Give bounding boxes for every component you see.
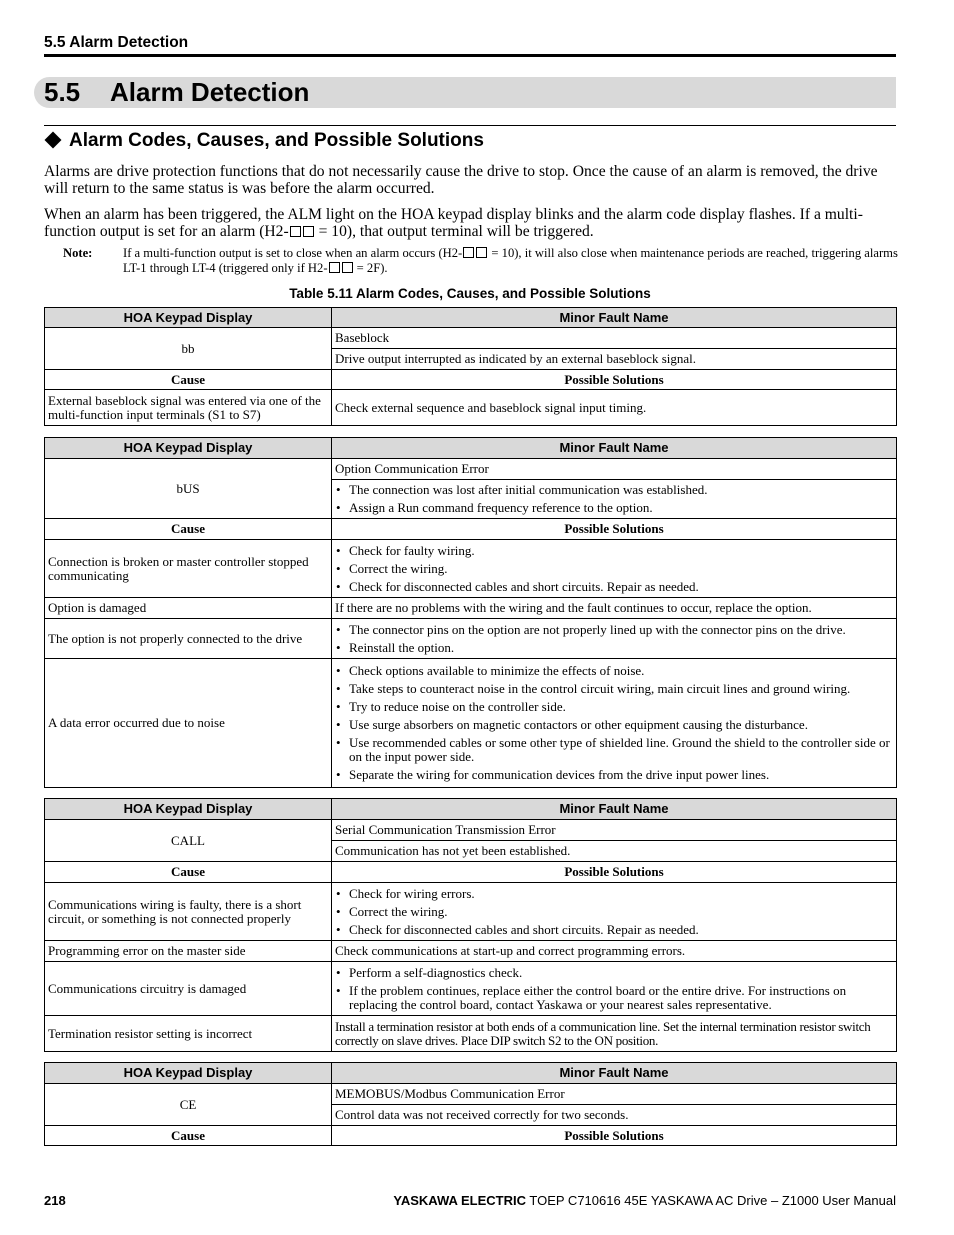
section-rule bbox=[44, 125, 896, 126]
table-row bbox=[45, 390, 897, 426]
list-item: • Perform a self-diagnostics check. bbox=[335, 966, 893, 980]
cause-header: Cause bbox=[45, 519, 332, 540]
placeholder-box-icon bbox=[476, 247, 487, 258]
fault-name-header: Minor Fault Name bbox=[332, 438, 897, 459]
running-header: 5.5 Alarm Detection bbox=[44, 34, 189, 51]
note-text-part1: If a multi-function output is set to close when an alarm occurs (H2- bbox=[123, 246, 463, 260]
alarm-code: CE bbox=[45, 1084, 332, 1126]
solutions-header: Possible Solutions bbox=[332, 862, 897, 883]
note-text-part3: = 2F). bbox=[353, 260, 388, 275]
footer-doc-info bbox=[393, 1193, 896, 1208]
alarm-table-call bbox=[44, 798, 897, 1052]
intro-paragraph: Alarms are drive protection functions that do not necessarily cause the drive to stop. Once the cause of an alarm is removed, the drive will return to the same status is was before the alarm occurred. bbox=[44, 163, 878, 197]
table-row bbox=[45, 820, 897, 841]
solutions-header: Possible Solutions bbox=[332, 370, 897, 390]
cause-header: Cause bbox=[45, 862, 332, 883]
subsection-heading bbox=[44, 129, 484, 153]
note-text bbox=[123, 246, 899, 275]
alarm-paragraph-part2: = 10), that output terminal will be triggered. bbox=[314, 223, 594, 240]
solution-cell bbox=[332, 962, 897, 1016]
hoa-display-header: HOA Keypad Display bbox=[45, 799, 332, 820]
placeholder-box-icon bbox=[463, 247, 474, 258]
cause-header-row bbox=[45, 862, 897, 883]
table-row bbox=[45, 598, 897, 619]
list-item: • Reinstall the option. bbox=[335, 641, 893, 655]
cause-header: Cause bbox=[45, 1126, 332, 1146]
list-item: • Use surge absorbers on magnetic contactors or other equipment causing the disturbance. bbox=[335, 718, 893, 732]
solutions-header: Possible Solutions bbox=[332, 1126, 897, 1146]
list-item: • The connection was lost after initial communication was established. bbox=[335, 483, 893, 497]
cause-cell: Option is damaged bbox=[45, 598, 332, 619]
table-row bbox=[45, 883, 897, 941]
solution-cell bbox=[332, 659, 897, 788]
cause-cell: A data error occurred due to noise bbox=[45, 659, 332, 788]
list-item: • Check for disconnected cables and short circuits. Repair as needed. bbox=[335, 580, 893, 594]
section-title-text: Alarm Detection bbox=[110, 77, 310, 107]
table-row bbox=[45, 659, 897, 788]
cause-header-row bbox=[45, 1126, 897, 1146]
list-item: • Assign a Run command frequency reference to the option. bbox=[335, 501, 893, 515]
table-caption: Table 5.11 Alarm Codes, Causes, and Possible Solutions bbox=[289, 286, 651, 301]
section-number: 5.5 bbox=[44, 77, 81, 107]
fault-description: Control data was not received correctly for two seconds. bbox=[332, 1105, 897, 1126]
cause-cell: Programming error on the master side bbox=[45, 941, 332, 962]
list-item: • Check for disconnected cables and short circuits. Repair as needed. bbox=[335, 923, 893, 937]
placeholder-box-icon bbox=[329, 262, 340, 273]
solution-cell: Check external sequence and baseblock signal input timing. bbox=[332, 390, 897, 426]
footer-doc-title: TOEP C710616 45E YASKAWA AC Drive – Z1000 User Manual bbox=[526, 1193, 896, 1208]
solution-cell bbox=[332, 540, 897, 598]
cause-cell: Connection is broken or master controller stopped communicating bbox=[45, 540, 332, 598]
cause-cell: Communications wiring is faulty, there is a short circuit, or something is not connected properly bbox=[45, 883, 332, 941]
cause-cell: The option is not properly connected to the drive bbox=[45, 619, 332, 659]
solution-cell bbox=[332, 619, 897, 659]
table-header-row bbox=[45, 799, 897, 820]
list-item: • Separate the wiring for communication devices from the drive input power lines. bbox=[335, 768, 893, 782]
fault-name: MEMOBUS/Modbus Communication Error bbox=[332, 1084, 897, 1105]
alarm-paragraph bbox=[44, 206, 900, 240]
note-text-part2: = 10), it will also close when maintenance periods are reached, triggering alarms LT-1 through LT-4 (triggered only if H2- bbox=[123, 246, 898, 275]
solution-cell: If there are no problems with the wiring and the fault continues to occur, replace the option. bbox=[332, 598, 897, 619]
placeholder-box-icon bbox=[290, 226, 301, 237]
solutions-header: Possible Solutions bbox=[332, 519, 897, 540]
fault-name: Baseblock bbox=[332, 328, 897, 349]
footer-brand: YASKAWA ELECTRIC bbox=[393, 1193, 527, 1208]
hoa-display-header: HOA Keypad Display bbox=[45, 1063, 332, 1084]
table-row bbox=[45, 540, 897, 598]
table-row bbox=[45, 459, 897, 480]
cause-header-row bbox=[45, 519, 897, 540]
fault-name-header: Minor Fault Name bbox=[332, 308, 897, 328]
fault-name-header: Minor Fault Name bbox=[332, 799, 897, 820]
table-row bbox=[45, 619, 897, 659]
table-row bbox=[45, 1084, 897, 1105]
fault-name: Option Communication Error bbox=[332, 459, 897, 480]
alarm-table-bus bbox=[44, 437, 897, 788]
cause-cell: Communications circuitry is damaged bbox=[45, 962, 332, 1016]
table-row bbox=[45, 941, 897, 962]
list-item: • If the problem continues, replace either the control board or the entire drive. For instructions on replacing the control board, contact Yaskawa or your nearest sales representative. bbox=[335, 984, 893, 1012]
table-row bbox=[45, 328, 897, 349]
fault-description bbox=[332, 480, 897, 519]
fault-description: Communication has not yet been established. bbox=[332, 841, 897, 862]
alarm-table-ce bbox=[44, 1062, 897, 1146]
list-item: • Try to reduce noise on the controller side. bbox=[335, 700, 893, 714]
list-item: • Correct the wiring. bbox=[335, 562, 893, 576]
list-item: • Check options available to minimize the effects of noise. bbox=[335, 664, 893, 678]
cause-header-row bbox=[45, 370, 897, 390]
alarm-table-bb bbox=[44, 307, 897, 426]
placeholder-box-icon bbox=[303, 226, 314, 237]
alarm-paragraph-part1: When an alarm has been triggered, the ALM light on the HOA keypad display blinks and the alarm code display flashes. If a multi-function output is set for an alarm (H2- bbox=[44, 206, 863, 240]
subsection-title: Alarm Codes, Causes, and Possible Solutions bbox=[69, 130, 484, 151]
fault-name: Serial Communication Transmission Error bbox=[332, 820, 897, 841]
list-item: • Check for faulty wiring. bbox=[335, 544, 893, 558]
hoa-display-header: HOA Keypad Display bbox=[45, 438, 332, 459]
alarm-code: bUS bbox=[45, 459, 332, 519]
table-row bbox=[45, 962, 897, 1016]
table-header-row bbox=[45, 1063, 897, 1084]
solution-cell bbox=[332, 883, 897, 941]
list-item: • Check for wiring errors. bbox=[335, 887, 893, 901]
table-row bbox=[45, 1016, 897, 1052]
cause-cell: External baseblock signal was entered via one of the multi-function input terminals (S1 to S7) bbox=[45, 390, 332, 426]
alarm-code: bb bbox=[45, 328, 332, 370]
list-item: • The connector pins on the option are not properly lined up with the connector pins on the drive. bbox=[335, 623, 893, 637]
list-item: • Use recommended cables or some other type of shielded line. Ground the shield to the controller side or on the input power side. bbox=[335, 736, 893, 764]
hoa-display-header: HOA Keypad Display bbox=[45, 308, 332, 328]
section-title bbox=[44, 77, 309, 108]
cause-header: Cause bbox=[45, 370, 332, 390]
header-rule bbox=[44, 54, 896, 57]
page-number: 218 bbox=[44, 1193, 66, 1208]
list-item: • Correct the wiring. bbox=[335, 905, 893, 919]
diamond-bullet-icon bbox=[45, 131, 62, 148]
table-header-row bbox=[45, 438, 897, 459]
solution-cell: Install a termination resistor at both ends of a communication line. Set the internal termination resistor switch correctly on slave drives. Place DIP switch S2 to the ON position. bbox=[332, 1016, 897, 1052]
solution-cell: Check communications at start-up and correct programming errors. bbox=[332, 941, 897, 962]
table-header-row bbox=[45, 308, 897, 328]
placeholder-box-icon bbox=[342, 262, 353, 273]
cause-cell: Termination resistor setting is incorrect bbox=[45, 1016, 332, 1052]
fault-description: Drive output interrupted as indicated by an external baseblock signal. bbox=[332, 349, 897, 370]
alarm-code: CALL bbox=[45, 820, 332, 862]
note-label: Note: bbox=[63, 246, 93, 260]
fault-name-header: Minor Fault Name bbox=[332, 1063, 897, 1084]
list-item: • Take steps to counteract noise in the control circuit wiring, main circuit lines and ground wiring. bbox=[335, 682, 893, 696]
